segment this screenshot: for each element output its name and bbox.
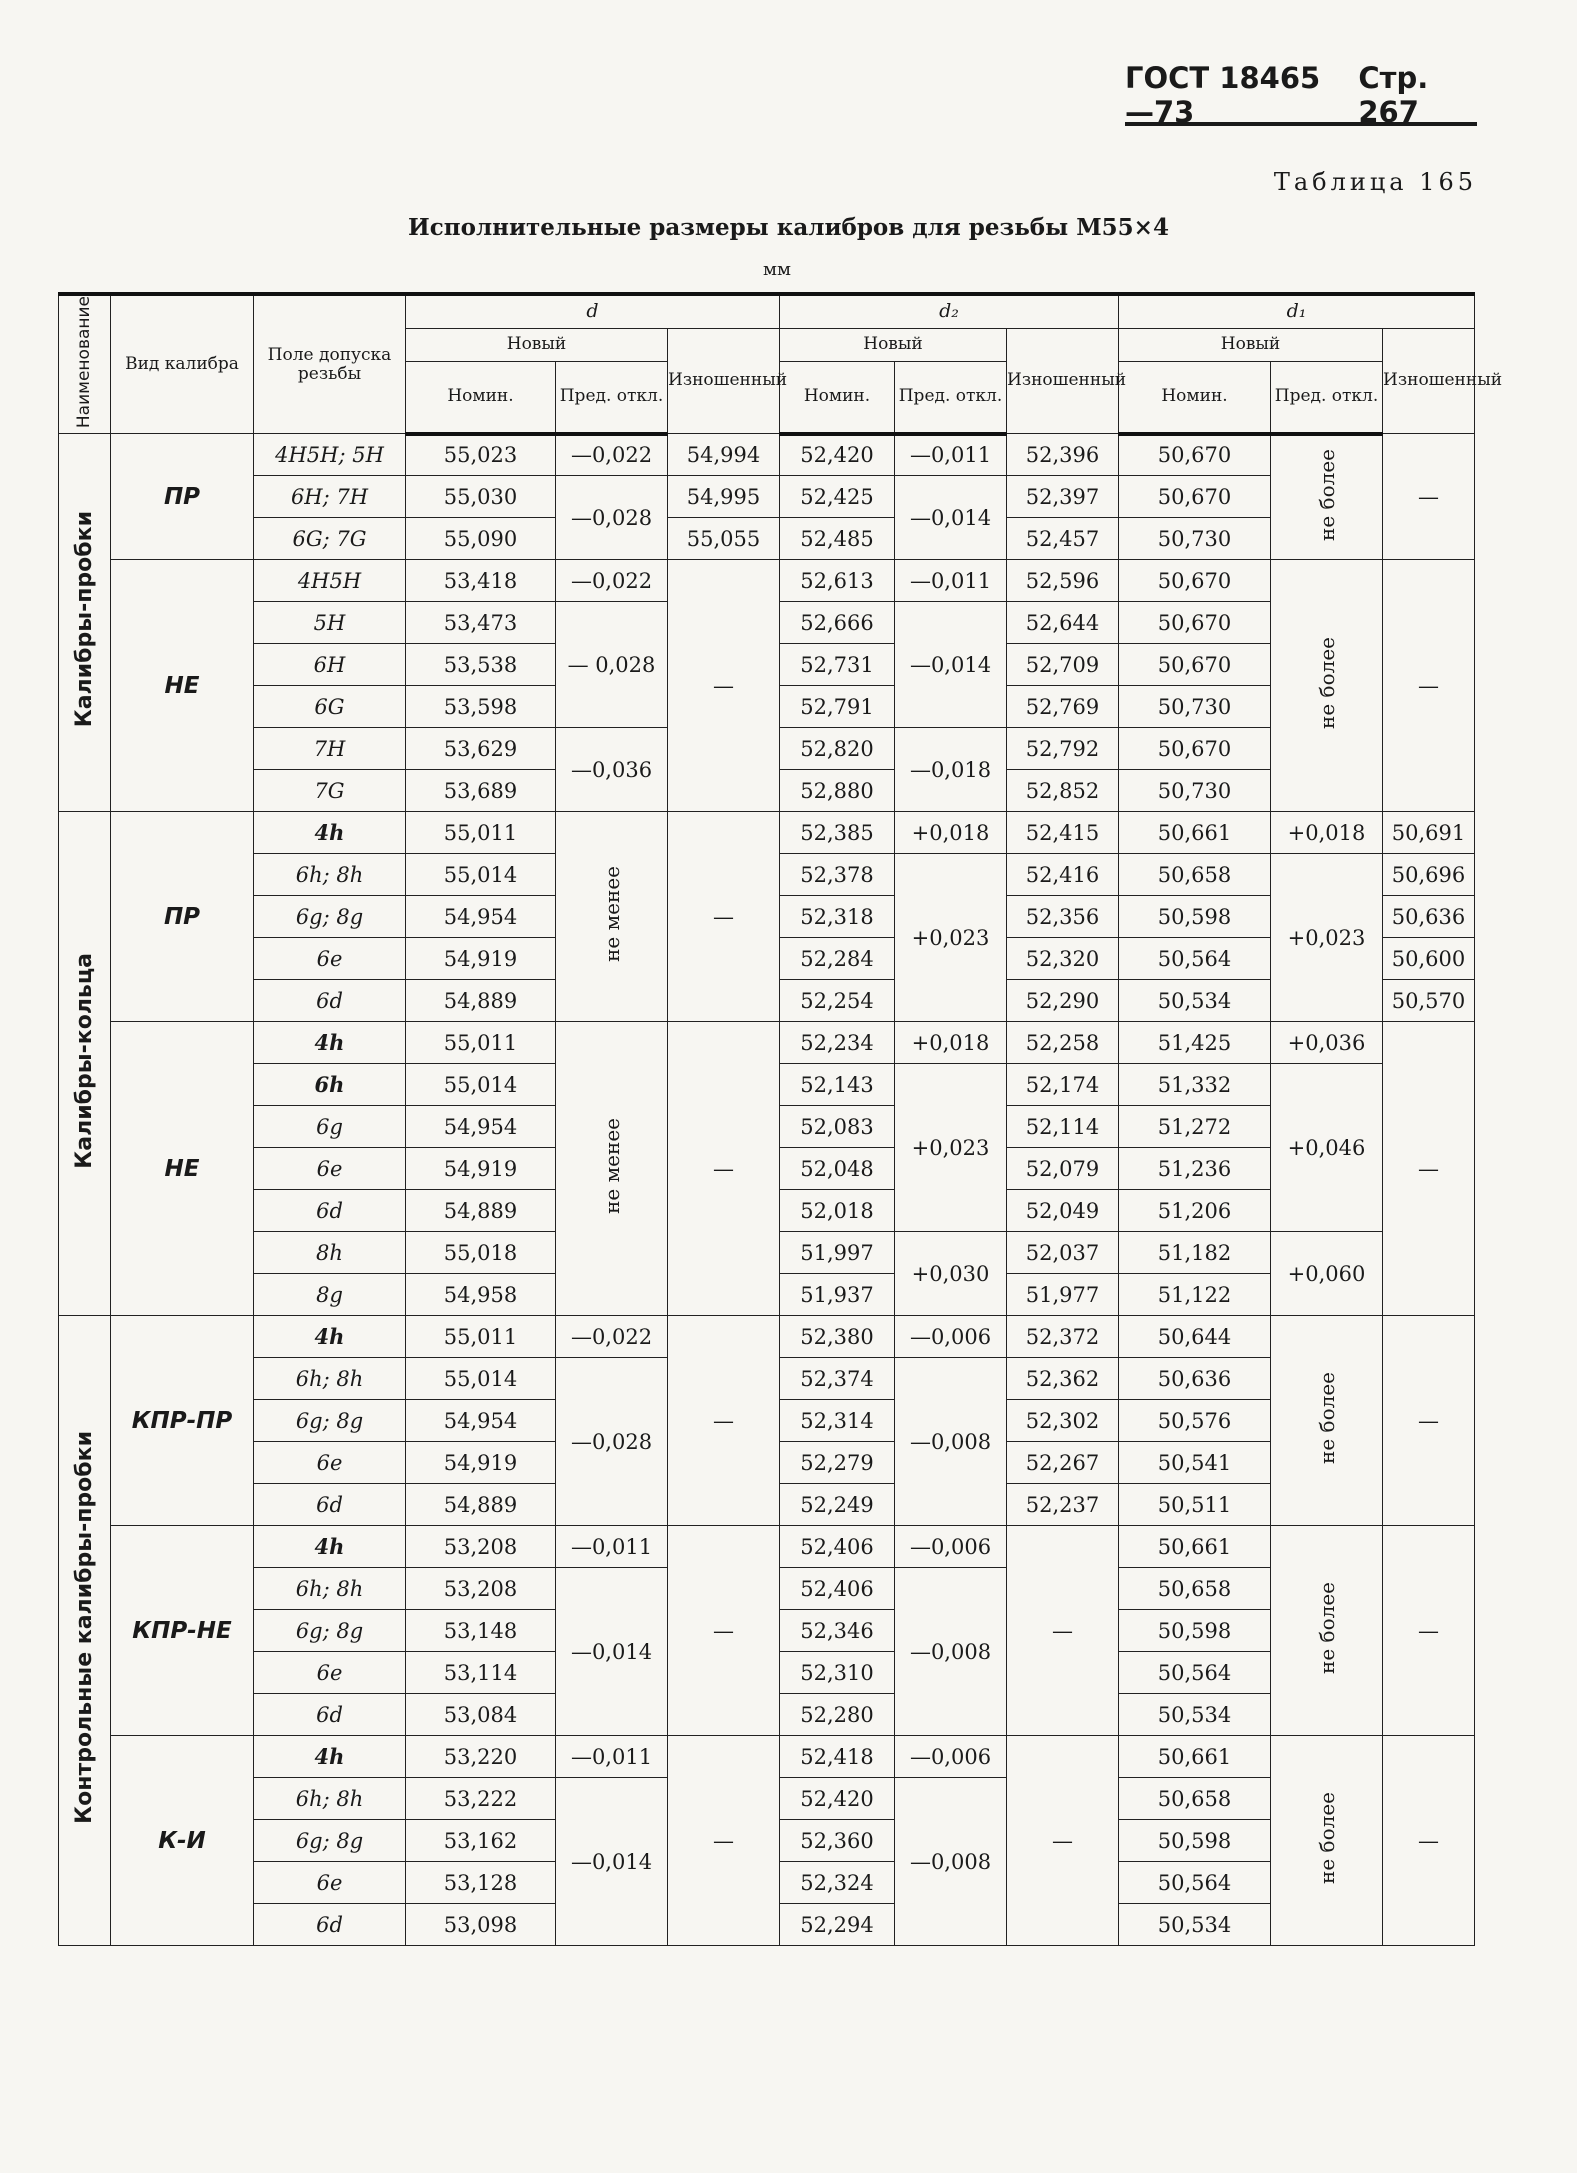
header-d2: d₂: [780, 294, 1119, 328]
tolerance-cell: 7G: [254, 770, 406, 812]
tolerance-cell: 6H: [254, 644, 406, 686]
d1-nominal-cell: 50,598: [1119, 1820, 1271, 1862]
d-limit-cell: не менее: [556, 812, 668, 1022]
d2-worn-cell: 52,852: [1007, 770, 1119, 812]
d1-nominal-cell: 50,534: [1119, 1904, 1271, 1946]
d1-worn-cell: —: [1383, 434, 1475, 560]
d1-worn-cell: —: [1383, 1736, 1475, 1946]
tolerance-cell: 6h; 8h: [254, 1568, 406, 1610]
d1-worn-cell: 50,636: [1383, 896, 1475, 938]
d-worn-cell: —: [668, 1316, 780, 1526]
d2-deviation-cell: +0,023: [895, 854, 1007, 1022]
gauge-kind: НЕ: [111, 1022, 254, 1316]
header-d: d: [406, 294, 780, 328]
d2-nominal-cell: 52,731: [780, 644, 895, 686]
d1-nominal-cell: 50,658: [1119, 854, 1271, 896]
d2-nominal-cell: 51,997: [780, 1232, 895, 1274]
d-nominal-cell: 54,954: [406, 896, 556, 938]
d2-nominal-cell: 52,083: [780, 1106, 895, 1148]
d2-deviation-cell: —0,006: [895, 1526, 1007, 1568]
d-deviation-cell: —0,028: [556, 1358, 668, 1526]
header-d-new: Новый: [406, 328, 668, 362]
tolerance-cell: 4h: [254, 1316, 406, 1358]
d1-nominal-cell: 50,564: [1119, 1652, 1271, 1694]
d-deviation-cell: — 0,028: [556, 602, 668, 728]
d-worn-cell: 54,995: [668, 476, 780, 518]
tolerance-cell: 6d: [254, 1190, 406, 1232]
gauge-kind: ПР: [111, 812, 254, 1022]
d1-nominal-cell: 50,644: [1119, 1316, 1271, 1358]
d-worn-cell: 54,994: [668, 434, 780, 476]
d2-nominal-cell: 52,374: [780, 1358, 895, 1400]
d-nominal-cell: 53,148: [406, 1610, 556, 1652]
d-nominal-cell: 54,954: [406, 1106, 556, 1148]
d1-nominal-cell: 50,541: [1119, 1442, 1271, 1484]
d2-deviation-cell: —0,011: [895, 434, 1007, 476]
tolerance-cell: 6g: [254, 1106, 406, 1148]
d2-worn-cell: 52,362: [1007, 1358, 1119, 1400]
tolerance-cell: 6h; 8h: [254, 1778, 406, 1820]
d2-nominal-cell: 52,280: [780, 1694, 895, 1736]
d2-nominal-cell: 52,314: [780, 1400, 895, 1442]
d1-limit-cell: не более: [1271, 1736, 1383, 1946]
tolerance-cell: 6h: [254, 1064, 406, 1106]
d-worn-cell: —: [668, 1736, 780, 1946]
table-title: Исполнительные размеры калибров для резьбы M55×4: [408, 214, 1169, 241]
d2-worn-cell: 52,372: [1007, 1316, 1119, 1358]
gauge-kind: КПР-ПР: [111, 1316, 254, 1526]
d2-nominal-cell: 52,420: [780, 1778, 895, 1820]
header-d1-deviation: Пред. откл.: [1271, 362, 1383, 434]
d2-worn-cell: 52,037: [1007, 1232, 1119, 1274]
d1-nominal-cell: 51,206: [1119, 1190, 1271, 1232]
d2-deviation-cell: +0,018: [895, 812, 1007, 854]
d2-worn-cell: 52,792: [1007, 728, 1119, 770]
d-nominal-cell: 53,220: [406, 1736, 556, 1778]
tolerance-cell: 8h: [254, 1232, 406, 1274]
header-d-worn: Изношенный: [668, 328, 780, 434]
d2-deviation-cell: +0,023: [895, 1064, 1007, 1232]
header-tolerance: Поле допуска резьбы: [254, 294, 406, 434]
d-nominal-cell: 53,629: [406, 728, 556, 770]
d1-nominal-cell: 50,564: [1119, 1862, 1271, 1904]
table-row: [59, 1736, 1475, 1778]
d-nominal-cell: 54,919: [406, 938, 556, 980]
d1-nominal-cell: 50,730: [1119, 770, 1271, 812]
tolerance-cell: 6g; 8g: [254, 896, 406, 938]
d-deviation-cell: —0,022: [556, 1316, 668, 1358]
table-row: [59, 434, 1475, 476]
d2-nominal-cell: 52,310: [780, 1652, 895, 1694]
d-nominal-cell: 53,208: [406, 1568, 556, 1610]
d2-nominal-cell: 52,143: [780, 1064, 895, 1106]
d1-nominal-cell: 50,658: [1119, 1568, 1271, 1610]
d1-nominal-cell: 50,511: [1119, 1484, 1271, 1526]
tolerance-cell: 6h; 8h: [254, 1358, 406, 1400]
d-deviation-cell: —0,014: [556, 1778, 668, 1946]
d2-nominal-cell: 52,380: [780, 1316, 895, 1358]
d1-limit-cell: не более: [1271, 1316, 1383, 1526]
d1-nominal-cell: 50,598: [1119, 1610, 1271, 1652]
header-d2-worn: Изношенный: [1007, 328, 1119, 434]
d1-limit-cell: не более: [1271, 1526, 1383, 1736]
d1-deviation-cell: +0,018: [1271, 812, 1383, 854]
d-nominal-cell: 53,689: [406, 770, 556, 812]
d1-worn-cell: —: [1383, 560, 1475, 812]
d2-deviation-cell: —0,006: [895, 1316, 1007, 1358]
d-nominal-cell: 53,598: [406, 686, 556, 728]
tolerance-cell: 6d: [254, 1904, 406, 1946]
d2-worn-cell: 52,356: [1007, 896, 1119, 938]
d1-nominal-cell: 51,182: [1119, 1232, 1271, 1274]
d1-nominal-cell: 50,661: [1119, 812, 1271, 854]
d2-nominal-cell: 52,048: [780, 1148, 895, 1190]
d2-worn-cell: 52,258: [1007, 1022, 1119, 1064]
d2-nominal-cell: 52,420: [780, 434, 895, 476]
d2-worn-cell: 52,290: [1007, 980, 1119, 1022]
header-d2-new: Новый: [780, 328, 1007, 362]
tolerance-cell: 6e: [254, 1442, 406, 1484]
tolerance-cell: 4h: [254, 1736, 406, 1778]
d2-nominal-cell: 52,820: [780, 728, 895, 770]
table-row: [59, 476, 1475, 518]
d-worn-cell: —: [668, 1526, 780, 1736]
tolerance-cell: 6g; 8g: [254, 1400, 406, 1442]
d2-worn-cell: 52,114: [1007, 1106, 1119, 1148]
d-nominal-cell: 53,208: [406, 1526, 556, 1568]
d2-deviation-cell: —0,011: [895, 560, 1007, 602]
d1-nominal-cell: 51,122: [1119, 1274, 1271, 1316]
d2-nominal-cell: 52,666: [780, 602, 895, 644]
d-nominal-cell: 55,090: [406, 518, 556, 560]
d-nominal-cell: 53,538: [406, 644, 556, 686]
d2-nominal-cell: 52,385: [780, 812, 895, 854]
tolerance-cell: 6g; 8g: [254, 1610, 406, 1652]
d1-nominal-cell: 50,670: [1119, 644, 1271, 686]
d-nominal-cell: 54,919: [406, 1148, 556, 1190]
d-limit-cell: не менее: [556, 1022, 668, 1316]
d-nominal-cell: 53,222: [406, 1778, 556, 1820]
tolerance-cell: 6G: [254, 686, 406, 728]
header-d1-new: Новый: [1119, 328, 1383, 362]
tolerance-cell: 6H; 7H: [254, 476, 406, 518]
d-nominal-cell: 54,889: [406, 980, 556, 1022]
d2-deviation-cell: —0,008: [895, 1358, 1007, 1526]
d2-nominal-cell: 52,613: [780, 560, 895, 602]
d-nominal-cell: 54,889: [406, 1190, 556, 1232]
tolerance-cell: 6g; 8g: [254, 1820, 406, 1862]
d1-nominal-cell: 51,272: [1119, 1106, 1271, 1148]
tolerance-cell: 6G; 7G: [254, 518, 406, 560]
d-nominal-cell: 55,018: [406, 1232, 556, 1274]
d2-nominal-cell: 52,378: [780, 854, 895, 896]
d2-worn-cell: 52,049: [1007, 1190, 1119, 1232]
d2-nominal-cell: 52,406: [780, 1526, 895, 1568]
d-nominal-cell: 55,011: [406, 812, 556, 854]
d2-worn-cell: 52,709: [1007, 644, 1119, 686]
d2-deviation-cell: +0,018: [895, 1022, 1007, 1064]
gauge-kind: КПР-НЕ: [111, 1526, 254, 1736]
header-d-nominal: Номин.: [406, 362, 556, 434]
gauge-dimensions-table: [58, 292, 1503, 1946]
table-row: [59, 1526, 1475, 1568]
d2-worn-cell: 52,267: [1007, 1442, 1119, 1484]
header-d1-worn: Изношенный: [1383, 328, 1475, 434]
d1-nominal-cell: 50,658: [1119, 1778, 1271, 1820]
d-nominal-cell: 53,098: [406, 1904, 556, 1946]
d-nominal-cell: 55,011: [406, 1022, 556, 1064]
d1-nominal-cell: 51,236: [1119, 1148, 1271, 1190]
d1-nominal-cell: 50,730: [1119, 686, 1271, 728]
d1-deviation-cell: +0,036: [1271, 1022, 1383, 1064]
d-nominal-cell: 54,954: [406, 1400, 556, 1442]
d2-deviation-cell: —0,014: [895, 602, 1007, 728]
header-name: Наименование: [59, 294, 111, 434]
d-nominal-cell: 53,084: [406, 1694, 556, 1736]
tolerance-cell: 6d: [254, 980, 406, 1022]
d2-worn-cell: 52,415: [1007, 812, 1119, 854]
d2-worn-cell: —: [1007, 1526, 1119, 1736]
d1-nominal-cell: 50,661: [1119, 1526, 1271, 1568]
d1-nominal-cell: 50,564: [1119, 938, 1271, 980]
d1-worn-cell: —: [1383, 1316, 1475, 1526]
d2-nominal-cell: 52,284: [780, 938, 895, 980]
d-worn-cell: —: [668, 560, 780, 812]
tolerance-cell: 8g: [254, 1274, 406, 1316]
d1-deviation-cell: +0,046: [1271, 1064, 1383, 1232]
header-d2-nominal: Номин.: [780, 362, 895, 434]
d-deviation-cell: —0,022: [556, 434, 668, 476]
header-kind: Вид калибра: [111, 294, 254, 434]
header-d2-deviation: Пред. откл.: [895, 362, 1007, 434]
tolerance-cell: 4H5H; 5H: [254, 434, 406, 476]
d2-nominal-cell: 52,018: [780, 1190, 895, 1232]
category-ring-gauges: Калибры-кольца: [59, 812, 111, 1316]
d1-deviation-cell: +0,060: [1271, 1232, 1383, 1316]
d1-nominal-cell: 50,534: [1119, 1694, 1271, 1736]
d-deviation-cell: —0,028: [556, 476, 668, 560]
d-nominal-cell: 54,958: [406, 1274, 556, 1316]
d2-nominal-cell: 52,249: [780, 1484, 895, 1526]
tolerance-cell: 4h: [254, 812, 406, 854]
d1-deviation-cell: +0,023: [1271, 854, 1383, 1022]
d2-nominal-cell: 52,791: [780, 686, 895, 728]
d2-deviation-cell: —0,008: [895, 1568, 1007, 1736]
d-nominal-cell: 54,919: [406, 1442, 556, 1484]
d2-worn-cell: 52,769: [1007, 686, 1119, 728]
d2-worn-cell: 52,320: [1007, 938, 1119, 980]
d1-nominal-cell: 50,661: [1119, 1736, 1271, 1778]
d1-worn-cell: 50,696: [1383, 854, 1475, 896]
gauge-kind: К-И: [111, 1736, 254, 1946]
d2-nominal-cell: 52,279: [780, 1442, 895, 1484]
tolerance-cell: 6h; 8h: [254, 854, 406, 896]
d1-limit-cell: не более: [1271, 560, 1383, 812]
d1-nominal-cell: 50,598: [1119, 896, 1271, 938]
tolerance-cell: 6d: [254, 1694, 406, 1736]
d2-nominal-cell: 52,254: [780, 980, 895, 1022]
tolerance-cell: 6d: [254, 1484, 406, 1526]
d2-worn-cell: —: [1007, 1736, 1119, 1946]
d2-nominal-cell: 52,346: [780, 1610, 895, 1652]
d1-nominal-cell: 50,670: [1119, 602, 1271, 644]
d-deviation-cell: —0,036: [556, 728, 668, 812]
d2-nominal-cell: 52,318: [780, 896, 895, 938]
tolerance-cell: 4h: [254, 1526, 406, 1568]
d-nominal-cell: 55,014: [406, 854, 556, 896]
d-nominal-cell: 54,889: [406, 1484, 556, 1526]
d1-worn-cell: 50,570: [1383, 980, 1475, 1022]
tolerance-cell: 4h: [254, 1022, 406, 1064]
unit-label: мм: [762, 259, 791, 280]
table-label: Таблица 165: [1273, 168, 1477, 196]
d-deviation-cell: —0,011: [556, 1526, 668, 1568]
d-nominal-cell: 53,162: [406, 1820, 556, 1862]
tolerance-cell: 6e: [254, 1652, 406, 1694]
d-nominal-cell: 53,473: [406, 602, 556, 644]
d-deviation-cell: —0,022: [556, 560, 668, 602]
d2-worn-cell: 52,457: [1007, 518, 1119, 560]
header-d1-nominal: Номин.: [1119, 362, 1271, 434]
d2-deviation-cell: +0,030: [895, 1232, 1007, 1316]
d1-nominal-cell: 51,332: [1119, 1064, 1271, 1106]
d2-deviation-cell: —0,008: [895, 1778, 1007, 1946]
d2-worn-cell: 52,174: [1007, 1064, 1119, 1106]
d-deviation-cell: —0,011: [556, 1736, 668, 1778]
d2-nominal-cell: 52,425: [780, 476, 895, 518]
page-header: [1125, 61, 1477, 129]
table-row: [59, 812, 1475, 854]
d-deviation-cell: —0,014: [556, 1568, 668, 1736]
d1-nominal-cell: 50,670: [1119, 476, 1271, 518]
d1-worn-cell: —: [1383, 1526, 1475, 1736]
d1-limit-cell: не более: [1271, 434, 1383, 560]
d1-worn-cell: 50,600: [1383, 938, 1475, 980]
tolerance-cell: 4H5H: [254, 560, 406, 602]
d1-nominal-cell: 50,576: [1119, 1400, 1271, 1442]
table-row: [59, 1316, 1475, 1358]
d1-nominal-cell: 50,670: [1119, 728, 1271, 770]
standard-number: ГОСТ 18465—73: [1125, 61, 1321, 129]
d-nominal-cell: 55,023: [406, 434, 556, 476]
tolerance-cell: 6e: [254, 938, 406, 980]
d1-nominal-cell: 50,636: [1119, 1358, 1271, 1400]
d-nominal-cell: 55,014: [406, 1358, 556, 1400]
d2-nominal-cell: 51,937: [780, 1274, 895, 1316]
header-d1: d₁: [1119, 294, 1475, 328]
d-worn-cell: —: [668, 1022, 780, 1316]
header-d-deviation: Пред. откл.: [556, 362, 668, 434]
d1-worn-cell: —: [1383, 1022, 1475, 1316]
d-nominal-cell: 53,418: [406, 560, 556, 602]
d2-worn-cell: 52,079: [1007, 1148, 1119, 1190]
d2-deviation-cell: —0,014: [895, 476, 1007, 560]
d2-worn-cell: 52,644: [1007, 602, 1119, 644]
d2-nominal-cell: 52,324: [780, 1862, 895, 1904]
d-worn-cell: —: [668, 812, 780, 1022]
tolerance-cell: 6e: [254, 1862, 406, 1904]
gauge-kind: ПР: [111, 434, 254, 560]
d1-nominal-cell: 50,730: [1119, 518, 1271, 560]
d2-nominal-cell: 52,406: [780, 1568, 895, 1610]
tolerance-cell: 7H: [254, 728, 406, 770]
category-plug-gauges: Калибры-пробки: [59, 434, 111, 812]
d2-worn-cell: 52,397: [1007, 476, 1119, 518]
d2-nominal-cell: 52,418: [780, 1736, 895, 1778]
d1-nominal-cell: 50,670: [1119, 434, 1271, 476]
d1-worn-cell: 50,691: [1383, 812, 1475, 854]
d2-nominal-cell: 52,294: [780, 1904, 895, 1946]
gauge-kind: НЕ: [111, 560, 254, 812]
d2-nominal-cell: 52,234: [780, 1022, 895, 1064]
d1-nominal-cell: 51,425: [1119, 1022, 1271, 1064]
table-row: [59, 1022, 1475, 1064]
d2-deviation-cell: —0,006: [895, 1736, 1007, 1778]
d1-nominal-cell: 50,670: [1119, 560, 1271, 602]
d2-nominal-cell: 52,360: [780, 1820, 895, 1862]
d2-worn-cell: 52,396: [1007, 434, 1119, 476]
table-row: [59, 518, 1475, 560]
tolerance-cell: 6e: [254, 1148, 406, 1190]
d-nominal-cell: 53,128: [406, 1862, 556, 1904]
d2-deviation-cell: —0,018: [895, 728, 1007, 812]
tolerance-cell: 5H: [254, 602, 406, 644]
d-nominal-cell: 55,014: [406, 1064, 556, 1106]
category-control-plug-gauges: Контрольные калибры-пробки: [59, 1316, 111, 1946]
d1-nominal-cell: 50,534: [1119, 980, 1271, 1022]
d2-worn-cell: 51,977: [1007, 1274, 1119, 1316]
d2-worn-cell: 52,416: [1007, 854, 1119, 896]
d-nominal-cell: 55,030: [406, 476, 556, 518]
d2-worn-cell: 52,596: [1007, 560, 1119, 602]
d2-nominal-cell: 52,485: [780, 518, 895, 560]
d-worn-cell: 55,055: [668, 518, 780, 560]
d2-worn-cell: 52,237: [1007, 1484, 1119, 1526]
d2-nominal-cell: 52,880: [780, 770, 895, 812]
d-nominal-cell: 55,011: [406, 1316, 556, 1358]
d-nominal-cell: 53,114: [406, 1652, 556, 1694]
page-number: Стр. 267: [1358, 61, 1429, 129]
table-row: [59, 560, 1475, 602]
d2-worn-cell: 52,302: [1007, 1400, 1119, 1442]
